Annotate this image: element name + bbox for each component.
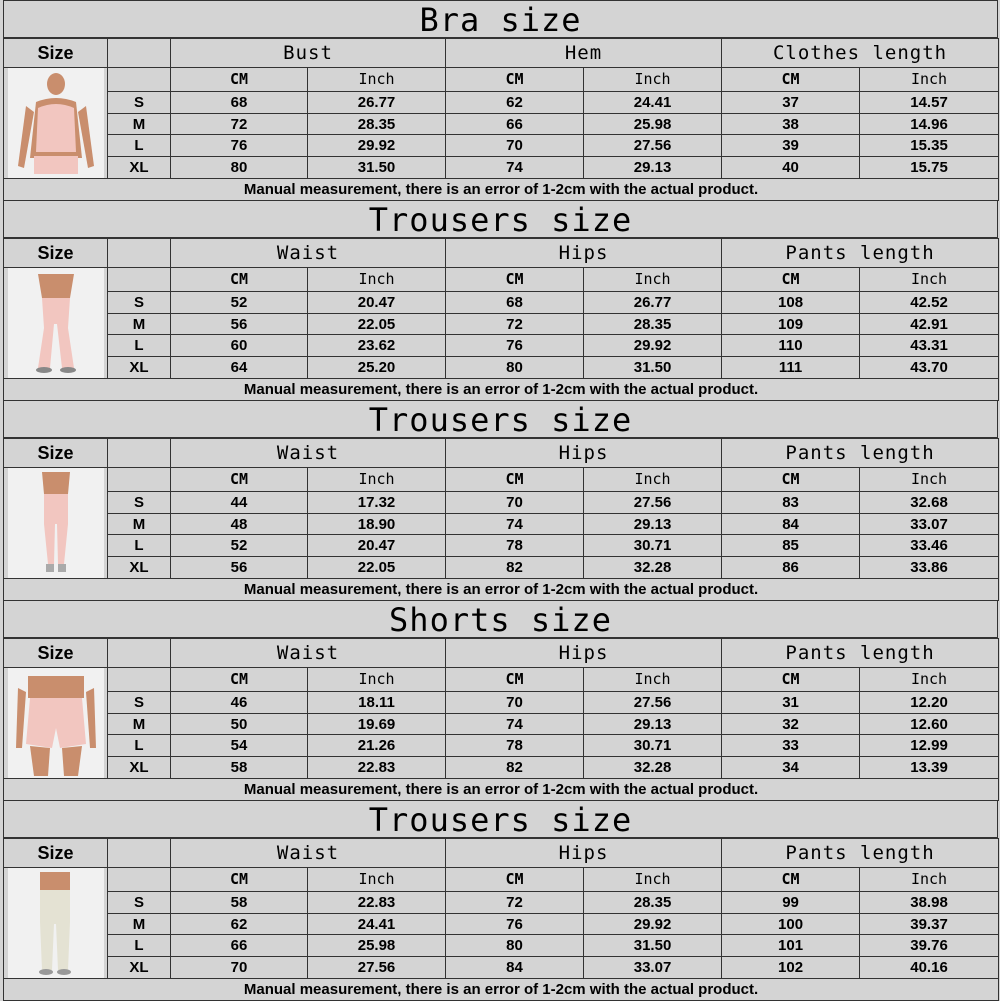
- measurement-note: Manual measurement, there is an error of 1-2cm with the actual product.: [4, 379, 999, 401]
- value-cell: 31.50: [584, 935, 722, 957]
- size-section: [3, 200, 998, 399]
- measure-group-header: Pants length: [722, 639, 999, 668]
- value-cell: 48: [171, 513, 308, 535]
- size-cell: S: [108, 491, 171, 513]
- size-cell: XL: [108, 357, 171, 379]
- value-cell: 76: [446, 913, 584, 935]
- blank-cell: [108, 839, 171, 868]
- value-cell: 100: [722, 913, 860, 935]
- measure-group-header: Clothes length: [722, 39, 999, 68]
- size-cell: S: [108, 291, 171, 313]
- unit-header: Inch: [584, 668, 722, 692]
- size-cell: XL: [108, 957, 171, 979]
- value-cell: 66: [446, 113, 584, 135]
- value-cell: 39.37: [860, 913, 999, 935]
- table-row: [4, 513, 999, 535]
- value-cell: 31.50: [308, 157, 446, 179]
- value-cell: 32: [722, 713, 860, 735]
- unit-header: CM: [446, 868, 584, 892]
- measure-group-header: Hips: [446, 839, 722, 868]
- value-cell: 31: [722, 691, 860, 713]
- value-cell: 12.60: [860, 713, 999, 735]
- measure-group-header: Waist: [171, 639, 446, 668]
- size-cell: M: [108, 113, 171, 135]
- size-table: [3, 838, 999, 1001]
- value-cell: 14.57: [860, 91, 999, 113]
- size-cell: S: [108, 691, 171, 713]
- size-cell: M: [108, 713, 171, 735]
- value-cell: 19.69: [308, 713, 446, 735]
- value-cell: 64: [171, 357, 308, 379]
- garment-photo: [8, 868, 104, 978]
- table-row: [4, 157, 999, 179]
- garment-photo: [8, 68, 104, 178]
- table-row: [4, 913, 999, 935]
- value-cell: 29.92: [584, 913, 722, 935]
- table-row: [4, 691, 999, 713]
- value-cell: 22.05: [308, 313, 446, 335]
- group-header-row: [4, 439, 999, 468]
- table-row: [4, 491, 999, 513]
- value-cell: 12.99: [860, 735, 999, 757]
- size-cell: XL: [108, 557, 171, 579]
- value-cell: 72: [446, 891, 584, 913]
- measure-group-header: Pants length: [722, 439, 999, 468]
- value-cell: 40: [722, 157, 860, 179]
- unit-header: Inch: [584, 468, 722, 492]
- value-cell: 44: [171, 491, 308, 513]
- value-cell: 30.71: [584, 735, 722, 757]
- value-cell: 72: [446, 313, 584, 335]
- group-header-row: [4, 839, 999, 868]
- value-cell: 34: [722, 757, 860, 779]
- value-cell: 15.75: [860, 157, 999, 179]
- blank-cell: [108, 868, 171, 892]
- value-cell: 76: [171, 135, 308, 157]
- value-cell: 80: [171, 157, 308, 179]
- size-cell: S: [108, 91, 171, 113]
- measure-group-header: Hips: [446, 239, 722, 268]
- size-cell: L: [108, 135, 171, 157]
- value-cell: 28.35: [584, 313, 722, 335]
- unit-header: CM: [446, 268, 584, 292]
- value-cell: 52: [171, 291, 308, 313]
- value-cell: 32.68: [860, 491, 999, 513]
- value-cell: 29.13: [584, 513, 722, 535]
- value-cell: 23.62: [308, 335, 446, 357]
- value-cell: 38.98: [860, 891, 999, 913]
- size-header: Size: [4, 239, 108, 268]
- unit-header: CM: [171, 868, 308, 892]
- value-cell: 84: [722, 513, 860, 535]
- measure-group-header: Hips: [446, 439, 722, 468]
- value-cell: 13.39: [860, 757, 999, 779]
- value-cell: 60: [171, 335, 308, 357]
- value-cell: 14.96: [860, 113, 999, 135]
- section-title: Bra size: [3, 0, 998, 38]
- value-cell: 83: [722, 491, 860, 513]
- value-cell: 27.56: [584, 491, 722, 513]
- garment-photo: [8, 468, 104, 578]
- unit-header: CM: [446, 468, 584, 492]
- value-cell: 70: [171, 957, 308, 979]
- value-cell: 20.47: [308, 535, 446, 557]
- measurement-note: Manual measurement, there is an error of 1-2cm with the actual product.: [4, 579, 999, 601]
- value-cell: 22.83: [308, 891, 446, 913]
- value-cell: 74: [446, 713, 584, 735]
- value-cell: 70: [446, 691, 584, 713]
- value-cell: 33.07: [860, 513, 999, 535]
- unit-header: Inch: [584, 868, 722, 892]
- table-row: [4, 113, 999, 135]
- blank-cell: [108, 68, 171, 92]
- size-cell: L: [108, 335, 171, 357]
- value-cell: 56: [171, 313, 308, 335]
- value-cell: 28.35: [584, 891, 722, 913]
- value-cell: 18.11: [308, 691, 446, 713]
- measure-group-header: Waist: [171, 839, 446, 868]
- table-row: [4, 891, 999, 913]
- table-row: [4, 713, 999, 735]
- value-cell: 78: [446, 535, 584, 557]
- table-row: [4, 957, 999, 979]
- value-cell: 72: [171, 113, 308, 135]
- unit-header: CM: [171, 268, 308, 292]
- value-cell: 12.20: [860, 691, 999, 713]
- blank-cell: [108, 268, 171, 292]
- value-cell: 85: [722, 535, 860, 557]
- unit-header-row: [4, 68, 999, 92]
- note-row: [4, 579, 999, 601]
- value-cell: 42.52: [860, 291, 999, 313]
- value-cell: 33.86: [860, 557, 999, 579]
- blank-cell: [108, 39, 171, 68]
- group-header-row: [4, 239, 999, 268]
- value-cell: 101: [722, 935, 860, 957]
- measure-group-header: Waist: [171, 439, 446, 468]
- unit-header: Inch: [584, 68, 722, 92]
- unit-header: CM: [722, 268, 860, 292]
- value-cell: 26.77: [584, 291, 722, 313]
- value-cell: 33.46: [860, 535, 999, 557]
- value-cell: 46: [171, 691, 308, 713]
- size-cell: XL: [108, 157, 171, 179]
- unit-header: CM: [171, 668, 308, 692]
- photo-cell: [4, 668, 108, 779]
- unit-header: CM: [446, 668, 584, 692]
- value-cell: 42.91: [860, 313, 999, 335]
- value-cell: 15.35: [860, 135, 999, 157]
- value-cell: 50: [171, 713, 308, 735]
- value-cell: 110: [722, 335, 860, 357]
- note-row: [4, 379, 999, 401]
- unit-header: CM: [722, 68, 860, 92]
- section-title: Trousers size: [3, 800, 998, 838]
- value-cell: 33: [722, 735, 860, 757]
- note-row: [4, 779, 999, 801]
- value-cell: 17.32: [308, 491, 446, 513]
- value-cell: 68: [446, 291, 584, 313]
- note-row: [4, 979, 999, 1001]
- table-row: [4, 335, 999, 357]
- measurement-note: Manual measurement, there is an error of 1-2cm with the actual product.: [4, 979, 999, 1001]
- value-cell: 66: [171, 935, 308, 957]
- measure-group-header: Hem: [446, 39, 722, 68]
- value-cell: 32.28: [584, 757, 722, 779]
- value-cell: 70: [446, 491, 584, 513]
- section-title: Shorts size: [3, 600, 998, 638]
- size-cell: M: [108, 913, 171, 935]
- table-row: [4, 735, 999, 757]
- value-cell: 27.56: [584, 135, 722, 157]
- unit-header: Inch: [308, 468, 446, 492]
- unit-header-row: [4, 468, 999, 492]
- value-cell: 84: [446, 957, 584, 979]
- unit-header: Inch: [308, 868, 446, 892]
- table-row: [4, 135, 999, 157]
- size-cell: L: [108, 935, 171, 957]
- value-cell: 52: [171, 535, 308, 557]
- value-cell: 32.28: [584, 557, 722, 579]
- table-row: [4, 557, 999, 579]
- size-section: [3, 800, 998, 999]
- photo-cell: [4, 68, 108, 179]
- value-cell: 22.83: [308, 757, 446, 779]
- size-table: [3, 238, 999, 401]
- size-header: Size: [4, 39, 108, 68]
- table-row: [4, 535, 999, 557]
- value-cell: 78: [446, 735, 584, 757]
- table-row: [4, 935, 999, 957]
- size-header: Size: [4, 839, 108, 868]
- value-cell: 29.92: [308, 135, 446, 157]
- value-cell: 37: [722, 91, 860, 113]
- value-cell: 108: [722, 291, 860, 313]
- size-header: Size: [4, 439, 108, 468]
- unit-header: CM: [446, 68, 584, 92]
- measure-group-header: Pants length: [722, 239, 999, 268]
- section-title: Trousers size: [3, 400, 998, 438]
- value-cell: 56: [171, 557, 308, 579]
- size-table: [3, 438, 999, 601]
- value-cell: 80: [446, 935, 584, 957]
- value-cell: 54: [171, 735, 308, 757]
- measure-group-header: Bust: [171, 39, 446, 68]
- value-cell: 86: [722, 557, 860, 579]
- value-cell: 62: [171, 913, 308, 935]
- value-cell: 62: [446, 91, 584, 113]
- unit-header: Inch: [860, 468, 999, 492]
- value-cell: 68: [171, 91, 308, 113]
- size-cell: L: [108, 735, 171, 757]
- value-cell: 99: [722, 891, 860, 913]
- table-row: [4, 291, 999, 313]
- unit-header: CM: [171, 68, 308, 92]
- value-cell: 70: [446, 135, 584, 157]
- unit-header: Inch: [308, 668, 446, 692]
- table-row: [4, 357, 999, 379]
- value-cell: 82: [446, 557, 584, 579]
- photo-cell: [4, 468, 108, 579]
- value-cell: 111: [722, 357, 860, 379]
- blank-cell: [108, 468, 171, 492]
- value-cell: 22.05: [308, 557, 446, 579]
- size-cell: M: [108, 313, 171, 335]
- size-section: [3, 0, 998, 199]
- value-cell: 33.07: [584, 957, 722, 979]
- value-cell: 43.70: [860, 357, 999, 379]
- value-cell: 27.56: [584, 691, 722, 713]
- size-cell: XL: [108, 757, 171, 779]
- value-cell: 24.41: [584, 91, 722, 113]
- note-row: [4, 179, 999, 201]
- unit-header: CM: [722, 468, 860, 492]
- unit-header: Inch: [860, 268, 999, 292]
- value-cell: 27.56: [308, 957, 446, 979]
- value-cell: 40.16: [860, 957, 999, 979]
- unit-header: Inch: [860, 668, 999, 692]
- value-cell: 82: [446, 757, 584, 779]
- measure-group-header: Waist: [171, 239, 446, 268]
- unit-header: Inch: [860, 68, 999, 92]
- table-row: [4, 757, 999, 779]
- photo-cell: [4, 268, 108, 379]
- value-cell: 24.41: [308, 913, 446, 935]
- blank-cell: [108, 239, 171, 268]
- value-cell: 38: [722, 113, 860, 135]
- measurement-note: Manual measurement, there is an error of 1-2cm with the actual product.: [4, 779, 999, 801]
- size-section: [3, 400, 998, 599]
- garment-photo: [8, 268, 104, 378]
- unit-header: CM: [722, 868, 860, 892]
- size-header: Size: [4, 639, 108, 668]
- size-cell: L: [108, 535, 171, 557]
- value-cell: 109: [722, 313, 860, 335]
- value-cell: 39.76: [860, 935, 999, 957]
- value-cell: 39: [722, 135, 860, 157]
- blank-cell: [108, 639, 171, 668]
- unit-header-row: [4, 668, 999, 692]
- measurement-note: Manual measurement, there is an error of 1-2cm with the actual product.: [4, 179, 999, 201]
- value-cell: 25.20: [308, 357, 446, 379]
- unit-header: CM: [722, 668, 860, 692]
- value-cell: 74: [446, 513, 584, 535]
- value-cell: 25.98: [308, 935, 446, 957]
- group-header-row: [4, 39, 999, 68]
- size-table: [3, 638, 999, 801]
- value-cell: 25.98: [584, 113, 722, 135]
- unit-header: Inch: [584, 268, 722, 292]
- value-cell: 28.35: [308, 113, 446, 135]
- value-cell: 18.90: [308, 513, 446, 535]
- value-cell: 29.92: [584, 335, 722, 357]
- unit-header-row: [4, 868, 999, 892]
- value-cell: 58: [171, 757, 308, 779]
- blank-cell: [108, 668, 171, 692]
- value-cell: 76: [446, 335, 584, 357]
- value-cell: 31.50: [584, 357, 722, 379]
- size-cell: S: [108, 891, 171, 913]
- photo-cell: [4, 868, 108, 979]
- blank-cell: [108, 439, 171, 468]
- value-cell: 74: [446, 157, 584, 179]
- value-cell: 58: [171, 891, 308, 913]
- value-cell: 29.13: [584, 157, 722, 179]
- value-cell: 30.71: [584, 535, 722, 557]
- value-cell: 20.47: [308, 291, 446, 313]
- value-cell: 43.31: [860, 335, 999, 357]
- value-cell: 80: [446, 357, 584, 379]
- measure-group-header: Hips: [446, 639, 722, 668]
- section-title: Trousers size: [3, 200, 998, 238]
- unit-header-row: [4, 268, 999, 292]
- size-section: [3, 600, 998, 799]
- value-cell: 21.26: [308, 735, 446, 757]
- value-cell: 102: [722, 957, 860, 979]
- unit-header: Inch: [308, 268, 446, 292]
- group-header-row: [4, 639, 999, 668]
- unit-header: Inch: [860, 868, 999, 892]
- value-cell: 29.13: [584, 713, 722, 735]
- unit-header: CM: [171, 468, 308, 492]
- table-row: [4, 91, 999, 113]
- garment-photo: [8, 668, 104, 778]
- measure-group-header: Pants length: [722, 839, 999, 868]
- size-cell: M: [108, 513, 171, 535]
- unit-header: Inch: [308, 68, 446, 92]
- value-cell: 26.77: [308, 91, 446, 113]
- table-row: [4, 313, 999, 335]
- size-table: [3, 38, 999, 201]
